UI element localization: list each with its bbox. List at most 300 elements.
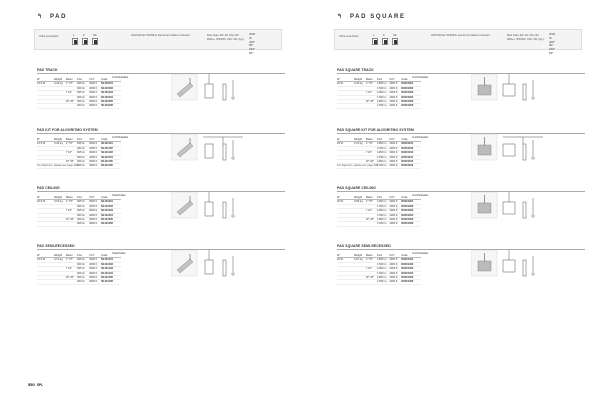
- icon-key-label: F: [383, 33, 385, 37]
- product-illustration: [471, 74, 575, 108]
- product-code: N0201403: [401, 267, 421, 271]
- table-cell: 4000 K: [89, 204, 101, 208]
- product-render: [171, 192, 197, 218]
- column-header: Flux: [377, 78, 389, 82]
- table-cell: 3000 K: [389, 160, 401, 164]
- product-code: N0201405: [401, 276, 421, 280]
- product-code: N0201404: [401, 271, 421, 275]
- product-code: N1101106: [101, 164, 121, 168]
- table-cell: 4000 K: [89, 146, 101, 150]
- table-cell: W° 26°: [66, 100, 77, 104]
- table-cell: 1700 lm: [377, 280, 389, 284]
- table-row: [337, 222, 421, 226]
- column-header: CCT: [389, 254, 401, 258]
- table-cell: 1450 lm: [377, 258, 389, 262]
- product-illustration: [171, 250, 275, 284]
- table-cell: [66, 222, 77, 226]
- table-cell: 3000 K: [389, 209, 401, 213]
- product-code: N1101404: [101, 271, 121, 275]
- table-cell: 7 16°: [66, 151, 77, 155]
- column-header: W: [37, 78, 54, 82]
- product-code: N0201302: [401, 204, 421, 208]
- spec-table: [337, 196, 421, 227]
- dimension-drawing: [503, 74, 534, 100]
- table-cell: 3000 K: [89, 218, 101, 222]
- product-code: N1101401: [101, 258, 121, 262]
- product-render: [471, 74, 497, 100]
- spec-table-body: [37, 200, 121, 226]
- table-cell: 900 lm: [77, 276, 89, 280]
- finish-swatch-icon: [392, 38, 398, 45]
- product-render: [471, 250, 497, 276]
- code-group-label: Unrithinkable: [112, 135, 129, 139]
- spec-table-body: [37, 258, 121, 284]
- table-cell: 7 16°: [66, 91, 77, 95]
- table-cell: 4000 K: [389, 95, 401, 99]
- table-cell: 1450 lm: [377, 91, 389, 95]
- column-header: Flux: [77, 138, 89, 142]
- page-footer: [28, 382, 43, 387]
- product-code: N0201101: [401, 142, 421, 146]
- page-title: PAD SQUARE: [350, 14, 406, 20]
- table-cell: 7 16°: [66, 209, 77, 213]
- table-cell: 0,99 kg: [354, 200, 366, 204]
- column-header: Beam: [366, 78, 377, 82]
- product-render: [171, 250, 197, 276]
- symbol-label: 90°: [249, 50, 254, 55]
- section-footnote: For Algoritmo, please see page 468: [337, 164, 378, 167]
- code-group-label: Unrithinkable: [412, 251, 429, 255]
- table-cell: [354, 222, 366, 226]
- ballast-note: 220/240Vac 50/60Hz electronic ballast included: [431, 33, 490, 37]
- table-cell: 1° 57°: [66, 258, 77, 262]
- table-cell: 900 lm: [77, 164, 89, 168]
- product-code: N1101102: [101, 146, 121, 150]
- symbol-label: 400°: [249, 39, 256, 44]
- product-code: N0201406: [401, 280, 421, 284]
- lamp-body: [478, 85, 491, 95]
- symbol-label: 90°: [549, 50, 554, 55]
- section-title: PAD SQUARE CEILING: [337, 186, 376, 190]
- product-code: N1101004: [101, 95, 121, 99]
- dimension-drawing: [503, 137, 543, 160]
- table-cell: 4000 K: [89, 164, 101, 168]
- table-cell: 1700 lm: [377, 164, 389, 168]
- profile-view: [232, 157, 234, 159]
- table-cell: 3000 K: [89, 267, 101, 271]
- table-cell: 825 lm: [77, 209, 89, 213]
- column-header: Weight: [54, 196, 66, 200]
- table-cell: 1700 lm: [377, 155, 389, 159]
- column-header: W: [37, 138, 54, 142]
- table-cell: [366, 280, 377, 284]
- product-code: N1101305: [101, 218, 121, 222]
- table-row: [37, 104, 121, 108]
- table-cell: 3000 K: [89, 209, 101, 213]
- table-cell: 1° 57°: [366, 82, 377, 86]
- product-code: N1101101: [101, 142, 121, 146]
- table-cell: 825 lm: [77, 142, 89, 146]
- profile-view: [232, 97, 234, 99]
- table-cell: 3000 K: [389, 82, 401, 86]
- swatch-fill: [94, 40, 97, 44]
- swatch-fill: [74, 40, 77, 44]
- column-header: W: [337, 196, 354, 200]
- render-frame: [171, 250, 197, 276]
- table-cell: 4000 K: [89, 95, 101, 99]
- table-cell: 3000 K: [389, 218, 401, 222]
- swatch-fill: [84, 40, 87, 44]
- spec-table: [37, 78, 121, 109]
- table-cell: 4000 K: [389, 213, 401, 217]
- product-illustration: [171, 134, 275, 168]
- column-header: W: [37, 196, 54, 200]
- product-code: N0201004: [401, 95, 421, 99]
- lamp-body: [478, 145, 491, 155]
- product-section: [337, 186, 585, 238]
- table-cell: 1450 lm: [377, 267, 389, 271]
- product-section: [337, 244, 585, 296]
- symbol-label: 80°: [549, 43, 554, 48]
- column-header: Flux: [377, 254, 389, 258]
- column-header: Weight: [354, 254, 366, 258]
- profile-view: [523, 260, 526, 276]
- table-cell: 4000 K: [389, 155, 401, 159]
- dimension-drawing: [205, 250, 234, 276]
- finish-label: Ultra anodized: [39, 34, 59, 38]
- product-code: N1101103: [101, 151, 121, 155]
- table-cell: 4000 K: [389, 271, 401, 275]
- product-code: N0201102: [401, 146, 421, 150]
- profile-view: [523, 84, 526, 100]
- section-title: PAD SEMI-RECESSED: [37, 244, 75, 248]
- profile-view: [532, 273, 534, 275]
- profile-view: [223, 84, 226, 100]
- product-code: N0201402: [401, 262, 421, 266]
- table-cell: 3000 K: [389, 142, 401, 146]
- table-cell: [354, 104, 366, 108]
- product-section: [37, 186, 285, 238]
- column-header: Weight: [54, 78, 66, 82]
- spec-table: [337, 78, 421, 109]
- table-cell: [66, 104, 77, 108]
- product-section: [337, 128, 585, 180]
- ballast-note: 220/240Vac 50/60Hz electronic ballast included: [131, 33, 190, 37]
- table-cell: 3000 K: [389, 100, 401, 104]
- column-header: Flux: [377, 196, 389, 200]
- product-code: N1101104: [101, 155, 121, 159]
- column-header: Flux: [77, 78, 89, 82]
- product-code: N1101301: [101, 200, 121, 204]
- column-header: Code: [401, 254, 421, 258]
- column-header: Flux: [77, 196, 89, 200]
- table-cell: 0,46 kg: [354, 82, 366, 86]
- product-code: N1101304: [101, 213, 121, 217]
- brand-logo: SPL: [36, 383, 43, 387]
- dimension-drawing: [205, 192, 234, 218]
- table-cell: 900 lm: [77, 218, 89, 222]
- symbol-group: [249, 33, 271, 56]
- product-code: N1101403: [101, 267, 121, 271]
- column-header: Code: [101, 196, 121, 200]
- column-header: Beam: [66, 78, 77, 82]
- render-frame: [171, 134, 197, 160]
- table-cell: 1450 lm: [377, 218, 389, 222]
- table-cell: 1700 lm: [377, 262, 389, 266]
- spec-note: Max Halo 4D/ 2H UN+/30 DMG+ IP40/ID/ CRI >90 (typ.): [207, 33, 245, 41]
- finish-banner: [34, 29, 282, 55]
- table-cell: 3000 K: [89, 91, 101, 95]
- table-cell: W° 26°: [366, 100, 377, 104]
- side-view: [503, 144, 515, 156]
- table-cell: 900 lm: [77, 271, 89, 275]
- table-cell: 4000 K: [389, 262, 401, 266]
- product-illustration: [471, 192, 575, 226]
- table-cell: 900 lm: [77, 100, 89, 104]
- symbol-label: 400°: [549, 39, 556, 44]
- page-right: [300, 0, 600, 405]
- product-code: N0201306: [401, 222, 421, 226]
- table-cell: 825 lm: [77, 82, 89, 86]
- spec-table-body: [337, 258, 421, 284]
- profile-view: [523, 202, 526, 218]
- product-section: [37, 244, 285, 296]
- table-cell: 1450 lm: [377, 82, 389, 86]
- table-cell: 4000 K: [89, 280, 101, 284]
- column-header: CCT: [89, 196, 101, 200]
- finish-swatch-icon: [92, 38, 98, 45]
- table-cell: 3000 K: [389, 91, 401, 95]
- table-cell: 825 lm: [77, 267, 89, 271]
- product-illustration: [471, 134, 575, 168]
- table-cell: 900 lm: [77, 160, 89, 164]
- column-header: Beam: [66, 254, 77, 258]
- table-cell: W° 26°: [66, 160, 77, 164]
- product-code: N0201104: [401, 155, 421, 159]
- table-cell: 3000 K: [389, 276, 401, 280]
- spec-table-body: [37, 82, 121, 108]
- table-row: [37, 280, 121, 284]
- product-code: N0201305: [401, 218, 421, 222]
- table-cell: 3000 K: [89, 142, 101, 146]
- finish-swatch-icon: [382, 38, 388, 45]
- table-cell: [37, 280, 54, 284]
- table-cell: 900 lm: [77, 146, 89, 150]
- table-cell: 15,5 W: [37, 258, 54, 262]
- section-title: PAD SQUARE KIT FOR ALGORITMO SYSTEM: [337, 128, 414, 132]
- column-header: W: [337, 138, 354, 142]
- code-group-label: Switchable: [112, 251, 126, 255]
- product-illustration: [471, 250, 575, 284]
- table-cell: 15,5 W: [37, 200, 54, 204]
- symbol-label: 150°: [249, 47, 256, 52]
- column-header: Code: [101, 78, 121, 82]
- table-cell: 900 lm: [77, 222, 89, 226]
- table-cell: 3000 K: [89, 100, 101, 104]
- table-cell: 7 16°: [366, 91, 377, 95]
- column-header: Beam: [366, 196, 377, 200]
- table-cell: [354, 280, 366, 284]
- table-cell: W° 26°: [366, 218, 377, 222]
- table-cell: [66, 280, 77, 284]
- table-cell: 900 lm: [77, 262, 89, 266]
- profile-view: [223, 260, 226, 276]
- product-code: N0201001: [401, 82, 421, 86]
- code-group-label: Unrithinkable: [412, 193, 429, 197]
- spec-table: [337, 254, 421, 285]
- table-cell: 1° 57°: [66, 200, 77, 204]
- product-code: N0201303: [401, 209, 421, 213]
- code-group-label: Unrithinkable: [412, 135, 429, 139]
- product-render: [171, 74, 197, 100]
- table-cell: 900 lm: [77, 280, 89, 284]
- table-cell: 3000 K: [89, 151, 101, 155]
- product-render: [471, 134, 497, 160]
- table-cell: [366, 222, 377, 226]
- column-header: Code: [101, 254, 121, 258]
- side-view: [205, 260, 213, 274]
- arrow-icon: ↰: [337, 14, 343, 20]
- swatch-fill: [384, 40, 387, 44]
- table-cell: 900 lm: [77, 213, 89, 217]
- column-header: Code: [401, 78, 421, 82]
- table-cell: 900 lm: [77, 95, 89, 99]
- column-header: Weight: [54, 254, 66, 258]
- table-cell: 0,76 kg: [54, 200, 66, 204]
- section-footnote: For Algoritmo, please see page 468: [37, 164, 78, 167]
- table-cell: 1700 lm: [377, 204, 389, 208]
- column-header: W: [37, 254, 54, 258]
- table-cell: 1° 57°: [366, 258, 377, 262]
- table-cell: [337, 222, 354, 226]
- table-cell: 1° 57°: [366, 200, 377, 204]
- table-cell: 3000 K: [89, 160, 101, 164]
- swatch-fill: [374, 40, 377, 44]
- product-code: N1101005: [101, 100, 121, 104]
- table-cell: W° 26°: [366, 160, 377, 164]
- swatch-fill: [394, 40, 397, 44]
- render-frame: [171, 74, 197, 100]
- table-cell: 1700 lm: [377, 146, 389, 150]
- table-row: [37, 222, 121, 226]
- table-cell: 1450 lm: [377, 151, 389, 155]
- table-cell: 4000 K: [389, 146, 401, 150]
- column-header: CCT: [389, 78, 401, 82]
- lamp-body: [478, 203, 491, 213]
- product-code: N1101002: [101, 86, 121, 90]
- table-cell: 15,5 W: [37, 82, 54, 86]
- icon-key-label: SF: [393, 33, 397, 37]
- product-illustration: [171, 74, 275, 108]
- table-cell: 29 W: [337, 82, 354, 86]
- table-cell: 0,76 kg: [354, 142, 366, 146]
- dimension-drawing: [205, 74, 234, 100]
- table-cell: [54, 222, 66, 226]
- arrow-icon: ↰: [37, 14, 43, 20]
- symbol-label: 150°: [549, 47, 556, 52]
- finish-swatch-icon: [372, 38, 378, 45]
- product-code: N0201106: [401, 164, 421, 168]
- product-code: N0201401: [401, 258, 421, 262]
- table-cell: 4000 K: [89, 104, 101, 108]
- symbol-label: IK: [249, 35, 252, 40]
- column-header: Weight: [54, 138, 66, 142]
- column-header: Code: [101, 138, 121, 142]
- profile-view: [532, 215, 534, 217]
- column-header: W: [337, 78, 354, 82]
- table-cell: 4000 K: [89, 86, 101, 90]
- column-header: Code: [401, 196, 421, 200]
- table-cell: 15,5 W: [37, 142, 54, 146]
- table-cell: 825 lm: [77, 258, 89, 262]
- code-group-label: Unrithinkable: [412, 75, 429, 79]
- page-title: PAD: [50, 14, 68, 20]
- column-header: Weight: [354, 138, 366, 142]
- symbol-group: [549, 33, 571, 56]
- table-cell: 4000 K: [389, 164, 401, 168]
- product-code: N1101306: [101, 222, 121, 226]
- section-title: PAD KIT FOR ALGORITMO SYSTEM: [37, 128, 98, 132]
- product-code: N1101003: [101, 91, 121, 95]
- finish-banner: [334, 29, 582, 55]
- column-header: Beam: [366, 254, 377, 258]
- column-header: Code: [401, 138, 421, 142]
- table-cell: W° 26°: [66, 218, 77, 222]
- side-view: [205, 202, 213, 216]
- table-cell: [366, 104, 377, 108]
- product-section: [337, 68, 585, 120]
- table-cell: 900 lm: [77, 104, 89, 108]
- product-illustration: [171, 192, 275, 226]
- page-heading: [337, 13, 406, 20]
- table-cell: 1450 lm: [377, 200, 389, 204]
- table-cell: 4000 K: [89, 262, 101, 266]
- table-cell: 4000 K: [89, 222, 101, 226]
- spec-table: [37, 196, 121, 227]
- section-title: PAD TRACK: [37, 68, 58, 72]
- table-cell: 4000 K: [389, 222, 401, 226]
- icon-key-label: L: [373, 33, 375, 37]
- column-header: Beam: [66, 138, 77, 142]
- table-cell: 4000 K: [89, 213, 101, 217]
- product-code: N0201005: [401, 100, 421, 104]
- side-view: [205, 84, 213, 98]
- product-code: N0201301: [401, 200, 421, 204]
- finish-swatch-icon: [82, 38, 88, 45]
- product-code: N1101406: [101, 280, 121, 284]
- profile-view: [223, 144, 226, 160]
- spec-note: Max Halo 4D/ 2H UN+/30 DMG+ IP40/ID/ CRI >90 (typ.): [507, 33, 545, 41]
- product-section: [37, 128, 285, 180]
- product-code: N0201103: [401, 151, 421, 155]
- column-header: CCT: [389, 196, 401, 200]
- table-row: [337, 104, 421, 108]
- dimension-drawing: [503, 192, 534, 218]
- table-cell: 1700 lm: [377, 95, 389, 99]
- spec-table: [37, 254, 121, 285]
- table-cell: 1450 lm: [377, 100, 389, 104]
- table-cell: 1700 lm: [377, 213, 389, 217]
- table-cell: 825 lm: [77, 151, 89, 155]
- column-header: Flux: [77, 254, 89, 258]
- side-view: [503, 84, 515, 96]
- section-title: PAD SQUARE TRACK: [337, 68, 374, 72]
- table-cell: 29 W: [337, 142, 354, 146]
- table-cell: 3000 K: [89, 200, 101, 204]
- column-header: W: [337, 254, 354, 258]
- table-cell: [37, 222, 54, 226]
- product-code: N0201105: [401, 160, 421, 164]
